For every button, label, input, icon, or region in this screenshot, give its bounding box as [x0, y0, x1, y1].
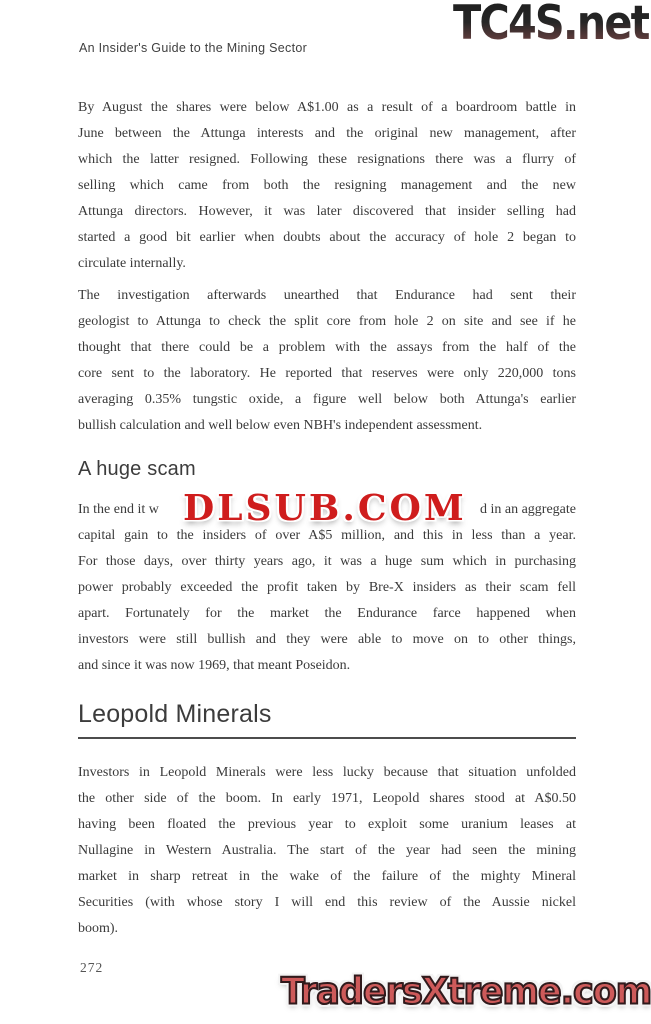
text-line: market in sharp retreat in the wake of the failure of the mighty Mineral	[78, 869, 576, 884]
obscured-line-left-fragment: In the end it w	[78, 502, 159, 517]
text-line: and since it was now 1969, that meant Poseidon.	[78, 658, 351, 673]
text-line: capital gain to the insiders of over A$5 million, and this in less than a year.	[78, 528, 576, 543]
text-line: Nullagine in Western Australia. The start of the year had seen the mining	[78, 843, 576, 858]
page-number: 272	[80, 960, 104, 975]
text-line: By August the shares were below A$1.00 as a result of a boardroom battle in	[78, 100, 576, 115]
text-line: Investors in Leopold Minerals were less lucky because that situation unfolded	[78, 765, 576, 780]
running-header: An Insider's Guide to the Mining Sector	[79, 41, 308, 55]
text-line: Securities (with whose story I will end this review of the Aussie nickel	[78, 895, 576, 910]
text-line: bullish calculation and well below even NBH's independent assessment.	[78, 418, 483, 433]
section-heading-a-huge-scam: A huge scam	[78, 458, 196, 480]
text-line: geologist to Attunga to check the split core from hole 2 on site and see if he	[78, 314, 576, 329]
tc4s-watermark-logo: TC4S.net	[453, 0, 649, 49]
text-line: having been floated the previous year to exploit some uranium leases at	[78, 817, 576, 832]
heading-divider-rule	[78, 737, 576, 739]
text-line: power probably exceeded the profit taken by Bre-X insiders as their scam fell	[78, 580, 576, 595]
text-line: the other side of the boom. In early 1971, Leopold shares stood at A$0.50	[78, 791, 576, 806]
text-line: boom).	[78, 921, 119, 936]
tradersxtreme-watermark: TradersXtreme.com	[281, 971, 651, 1013]
paragraph-boardroom-battle	[78, 95, 576, 277]
text-line: apart. Fortunately for the market the Endurance farce happened when	[78, 606, 576, 621]
text-line: started a good bit earlier when doubts about the accuracy of hole 2 began to	[78, 230, 576, 245]
text-line: June between the Attunga interests and the original new management, after	[78, 126, 576, 141]
text-line: investors were still bullish and they were able to move on to other things,	[78, 632, 576, 647]
dlsub-watermark: DLSUB.COM	[183, 487, 467, 529]
paragraph-investigation	[78, 283, 576, 439]
text-line: Attunga directors. However, it was later discovered that insider selling had	[78, 204, 576, 219]
paragraph-huge-scam-lines	[78, 523, 576, 679]
text-line: selling which came from both the resigning management and the new	[78, 178, 576, 193]
text-line: For those days, over thirty years ago, it was a huge sum which in purchasing	[78, 554, 576, 569]
text-line: averaging 0.35% tungstic oxide, a figure well below both Attunga's earlier	[78, 392, 576, 407]
text-line: core sent to the laboratory. He reported that reserves were only 220,000 tons	[78, 366, 576, 381]
obscured-line-right-fragment: d in an aggregate	[479, 502, 576, 517]
paragraph-leopold	[78, 760, 576, 942]
text-line: thought that there could be a problem with the assays from the half of the	[78, 340, 576, 355]
text-line: circulate internally.	[78, 256, 186, 271]
text-line: which the latter resigned. Following these resignations there was a flurry of	[78, 152, 576, 167]
section-heading-leopold-minerals: Leopold Minerals	[78, 700, 272, 728]
text-line: The investigation afterwards unearthed that Endurance had sent their	[78, 288, 576, 303]
